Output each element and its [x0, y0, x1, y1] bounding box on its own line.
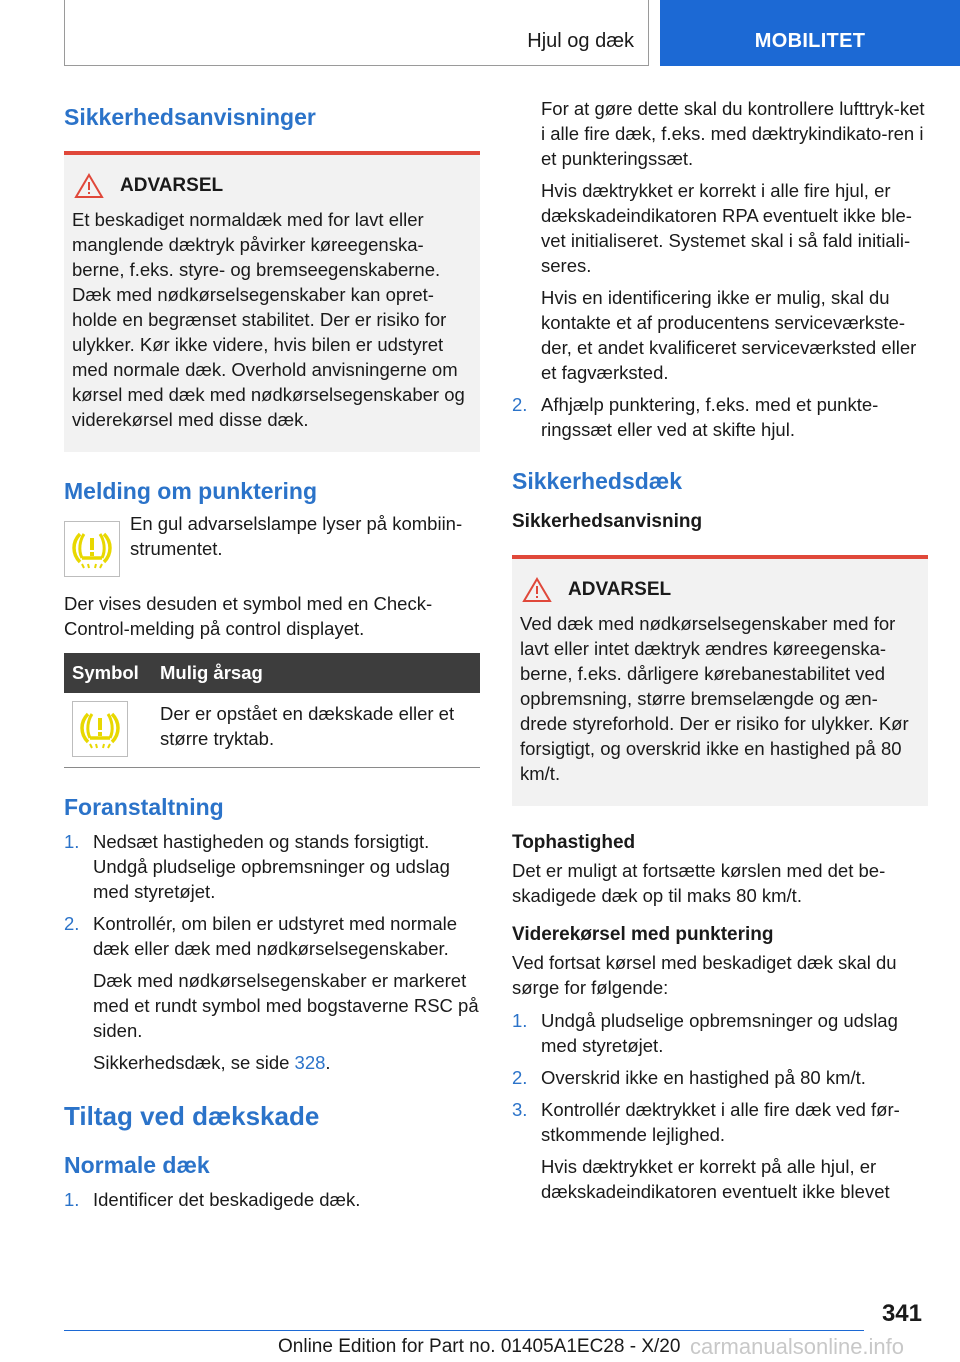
footer-divider	[64, 1330, 864, 1331]
list-text: Afhjælp punktering, f.eks. med et punkte-ringssæt eller ved at skifte hjul.	[541, 394, 879, 440]
warning-box	[512, 555, 928, 806]
list-extra-text: Hvis dæktrykket er korrekt på alle hjul, er dækskadeindikatoren eventuelt ikke blevet	[541, 1156, 890, 1202]
cause-cell: Der er opstået en dækskade eller et større tryktab.	[152, 693, 480, 768]
header-title-box	[64, 0, 649, 66]
top-speed-text: Det er muligt at fortsætte kørslen med det be-skadigede dæk op til maks 80 km/t.	[512, 860, 886, 906]
continued-text-3: Hvis en identificering ikke er mulig, skal du kontakte et af producentens serviceværkste-der, et andet kvalificeret serviceværksted eller et fagværksted.	[541, 287, 917, 383]
safety-note-heading: Sikkerhedsanvisning	[512, 511, 703, 532]
tpms-table-symbol	[72, 701, 128, 757]
warning-title	[72, 173, 470, 199]
continue-text: Ved fortsat kørsel med beskadiget dæk skal du sørge for følgende:	[512, 952, 897, 998]
puncture-heading: Melding om punktering	[64, 478, 317, 504]
warning-triangle-icon	[522, 577, 552, 603]
left-column	[64, 96, 480, 1212]
list-text: Identificer det beskadigede dæk.	[93, 1189, 361, 1210]
list-item	[64, 829, 480, 904]
col-cause: Mulig årsag	[152, 653, 480, 693]
top-speed-heading: Tophastighed	[512, 832, 636, 853]
measures-list	[64, 829, 480, 1075]
list-number: 1.	[64, 831, 80, 852]
list-number: 3.	[512, 1099, 528, 1120]
list-item	[64, 911, 480, 1075]
continued-text-2: Hvis dæktrykket er korrekt i alle fire hjul, er dækskadeindikatoren RPA eventuelt ikke ble-vet initialiseret. Systemet skal i så fald initiali-seres.	[541, 180, 912, 276]
table-header-row	[64, 653, 480, 693]
safety-heading: Sikkerhedsanvisninger	[64, 104, 316, 130]
continued-text-1: For at gøre dette skal du kontrollere lufttryk-ket i alle fire dæk, f.eks. med dæktrykindikato-ren i et punkteringssæt.	[541, 98, 925, 169]
list-number: 1.	[64, 1189, 80, 1210]
warning-label: ADVARSEL	[120, 175, 224, 196]
tire-pressure-warning-icon	[78, 708, 122, 750]
edition-text: Online Edition for Part no. 01405A1EC28 - X/20	[278, 1336, 681, 1357]
page-link[interactable]: 328	[294, 1052, 326, 1073]
list-text: Nedsæt hastigheden og stands forsigtigt. Undgå pludselige opbremsninger og udslag med styretøjet.	[93, 831, 450, 902]
table-row	[64, 693, 480, 768]
step2-list	[512, 392, 928, 442]
continued-step-body	[512, 96, 928, 385]
list-text: Kontrollér dæktrykket i alle fire dæk ved før-stkommende lejlighed.	[541, 1099, 900, 1145]
check-control-text: Der vises desuden et symbol med en Check-Control-melding på control displayet.	[64, 593, 433, 639]
list-item	[64, 1187, 480, 1212]
watermark: carmanualsonline.info	[690, 1334, 905, 1359]
symbol-cell	[64, 693, 152, 768]
list-extra-text: Dæk med nødkørselsegenskaber er markeret med et rundt symbol med bogstaverne RSC på siden.	[93, 970, 479, 1041]
list-text: Kontrollér, om bilen er udstyret med normale dæk eller dæk med nødkørselsegenskaber.	[93, 913, 458, 959]
warning-text: Ved dæk med nødkørselsegenskaber med for lavt eller intet dæktryk ændres køreegenska-berne, f.eks. dårligere kørebanestabilitet ved opbremsning, større bremselængde og æn-drede styreforhold. Der er risiko for ulykker. Kør forsigtigt, og overskrid ikke en hastighed på 80 km/t.	[520, 613, 909, 784]
section-tab-label: MOBILITET	[754, 30, 866, 52]
continue-steps-list	[512, 1008, 928, 1204]
cross-reference: Sikkerhedsdæk, se side 328.	[93, 1052, 331, 1073]
list-number: 2.	[512, 1067, 528, 1088]
page-number: 341	[881, 1300, 922, 1327]
list-number: 2.	[64, 913, 80, 934]
tpms-lamp-symbol	[64, 521, 120, 577]
list-item	[512, 1065, 928, 1090]
warning-label: ADVARSEL	[568, 579, 672, 600]
warning-triangle-icon	[74, 173, 104, 199]
col-symbol: Symbol	[64, 653, 152, 693]
right-column	[512, 96, 928, 1204]
warning-title	[520, 577, 918, 603]
tire-pressure-warning-icon	[70, 528, 114, 570]
list-text: Undgå pludselige opbremsninger og udslag med styretøjet.	[541, 1010, 898, 1056]
section-tab	[660, 0, 960, 66]
normal-steps-list	[64, 1187, 480, 1212]
damage-heading: Tiltag ved dækskade	[64, 1101, 320, 1131]
continue-heading: Viderekørsel med punktering	[512, 924, 774, 945]
lamp-text: En gul advarselslampe lyser på kombiin-strumentet.	[130, 513, 463, 559]
list-text: Overskrid ikke en hastighed på 80 km/t.	[541, 1067, 866, 1088]
list-number: 1.	[512, 1010, 528, 1031]
list-item	[512, 1097, 928, 1204]
safety-tires-heading: Sikkerhedsdæk	[512, 468, 683, 494]
list-item	[512, 392, 928, 442]
warning-box	[64, 151, 480, 452]
symbol-table	[64, 653, 480, 768]
list-number: 2.	[512, 394, 528, 415]
normal-tires-heading: Normale dæk	[64, 1152, 210, 1178]
list-item	[512, 1008, 928, 1058]
measures-heading: Foranstaltning	[64, 794, 224, 820]
chapter-title: Hjul og dæk	[527, 30, 634, 52]
lamp-row	[64, 511, 480, 577]
warning-text: Et beskadiget normaldæk med for lavt eller manglende dæktryk påvirker køreegenska-berne, f.eks. styre- og bremseegenskaberne. Dæk med nødkørselsegenskaber kan opret-holde en begrænset stabilitet. Der er risiko for ulykker. Kør ikke videre, hvis bilen er udstyret med normale dæk. Overhold anvisningerne om kørsel med dæk med nødkørselsegenskaber og viderekørsel med disse dæk.	[72, 209, 465, 430]
